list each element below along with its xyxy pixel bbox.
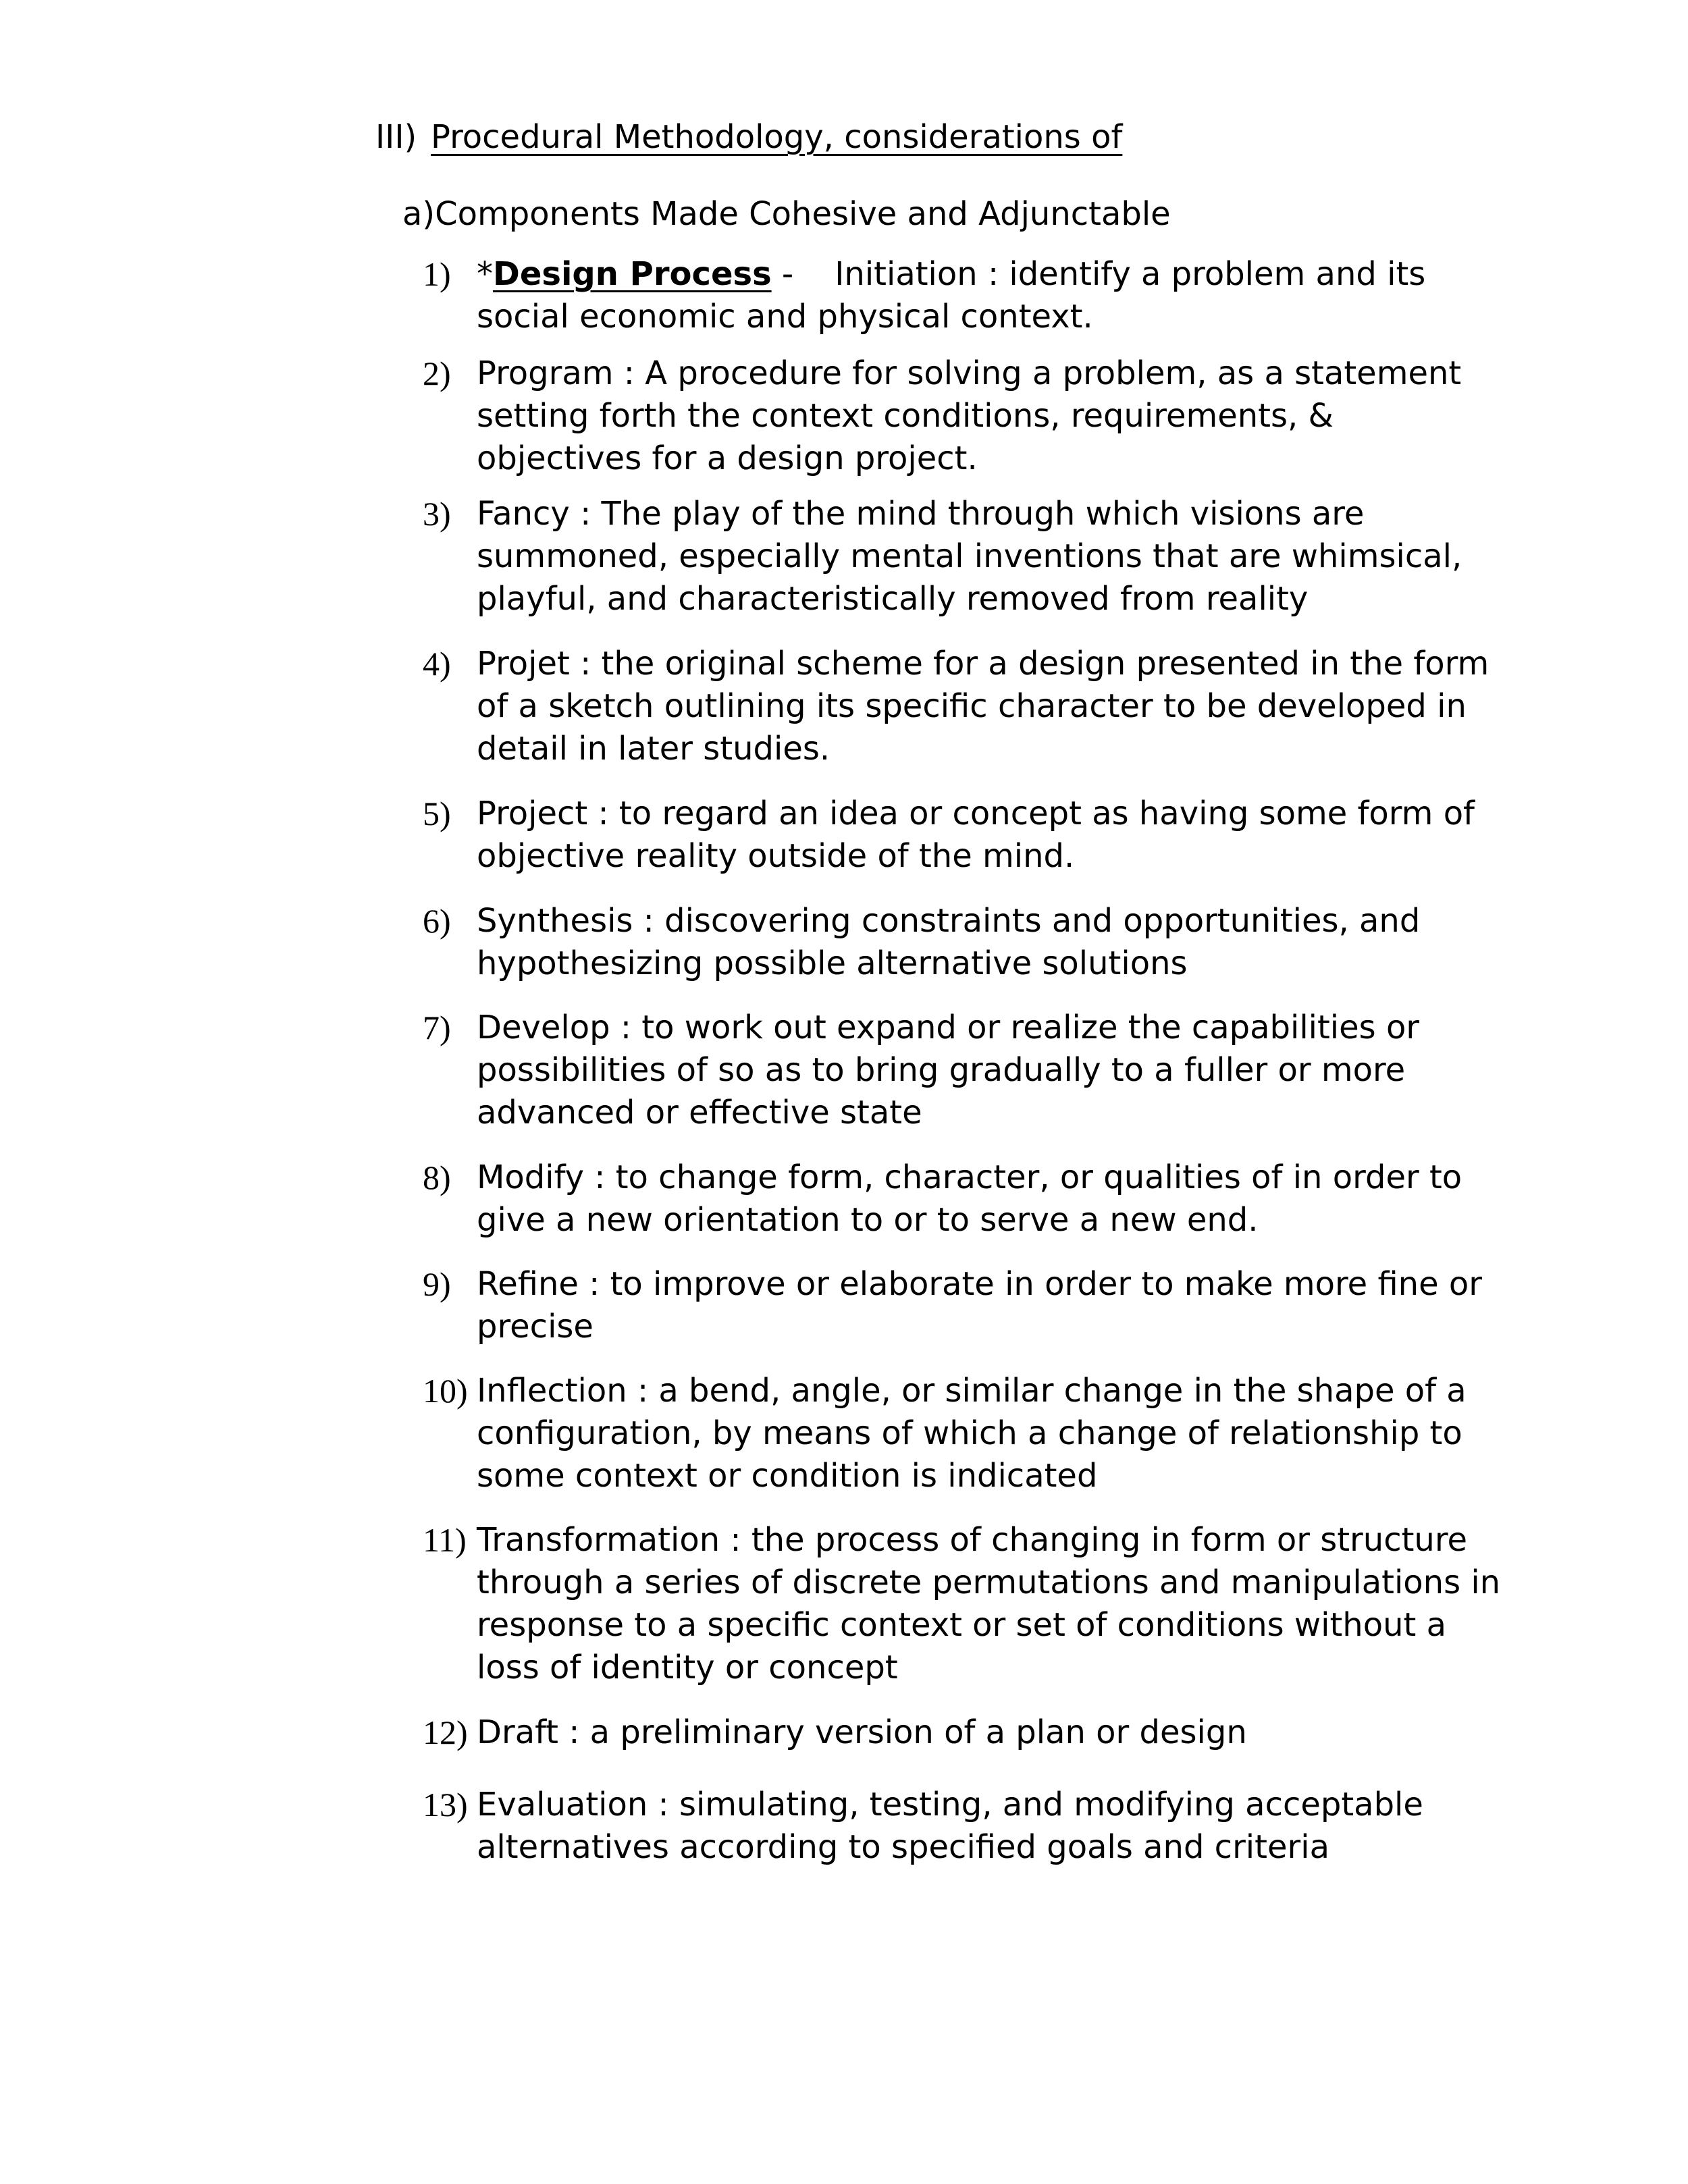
list-item-number: 5) bbox=[423, 795, 451, 832]
list-item-term: Refine bbox=[477, 1265, 579, 1303]
list-item-number: 6) bbox=[423, 902, 451, 940]
list-item-body bbox=[477, 253, 1503, 338]
list-item-definition: A procedure for solving a problem, as a statement setting forth the context conditions, requirements, & objectives for a design project. bbox=[477, 354, 1462, 477]
list-item-number: 10) bbox=[423, 1372, 468, 1410]
list-item-body bbox=[477, 352, 1503, 480]
list-item-body bbox=[477, 1711, 1503, 1754]
list-item-body bbox=[477, 793, 1503, 878]
list-item-term: Draft bbox=[477, 1713, 558, 1751]
list-item-separator: : bbox=[610, 1009, 642, 1046]
list-item-definition: simulating, testing, and modifying acceptable alternatives according to specified goals and criteria bbox=[477, 1786, 1423, 1866]
list-item-body bbox=[477, 1370, 1503, 1497]
list-item-number: 3) bbox=[423, 495, 451, 533]
list-item-definition: to improve or elaborate in order to make more fine or precise bbox=[477, 1265, 1482, 1346]
list-item-body bbox=[477, 1263, 1503, 1348]
list-item-term: Develop bbox=[477, 1009, 610, 1046]
list-item-term: Inflection bbox=[477, 1372, 627, 1410]
list-item-definition: The play of the mind through which visions are summoned, especially mental inventions that are whimsical, playful, and characteristically removed from reality bbox=[477, 495, 1462, 618]
list-item-separator: : bbox=[569, 495, 602, 533]
list-item-term: Transformation bbox=[477, 1521, 720, 1559]
list-item-8 bbox=[423, 1156, 1503, 1242]
list-item-number: 12) bbox=[423, 1713, 468, 1751]
list-item-definition: the process of changing in form or structure through a series of discrete permutations and manipulations in response to a specific context or set of conditions without a loss of identity or concept bbox=[477, 1521, 1501, 1686]
list-item-number: 2) bbox=[423, 354, 451, 392]
list-item-6 bbox=[423, 900, 1503, 985]
list-item-body bbox=[477, 1519, 1503, 1689]
list-item-prefix: * bbox=[477, 255, 493, 293]
list-item-definition: discovering constraints and opportunities, and hypothesizing possible alternative solutions bbox=[477, 902, 1421, 982]
list-item-body bbox=[477, 900, 1503, 985]
list-item-term: Modify bbox=[477, 1158, 585, 1196]
list-item-number: 1) bbox=[423, 255, 451, 293]
list-item-body bbox=[477, 643, 1503, 770]
list-item-10 bbox=[423, 1370, 1503, 1497]
list-item-body bbox=[477, 1784, 1503, 1869]
list-item-3 bbox=[423, 493, 1503, 620]
list-item-body bbox=[477, 1156, 1503, 1242]
section-title: Procedural Methodology, considerations of bbox=[431, 118, 1123, 156]
list-item-13 bbox=[423, 1784, 1503, 1869]
list-item-number: 11) bbox=[423, 1521, 467, 1559]
list-item-definition: a bend, angle, or similar change in the shape of a configuration, by means of which a change of relationship to some context or condition is indicated bbox=[477, 1372, 1467, 1495]
list-item-separator: : bbox=[720, 1521, 751, 1559]
list-item-definition: Initiation : identify a problem and its social economic and physical context. bbox=[477, 255, 1426, 336]
section-heading bbox=[375, 115, 1122, 159]
list-item-number: 9) bbox=[423, 1265, 451, 1303]
list-item-number: 7) bbox=[423, 1009, 451, 1046]
list-item-body bbox=[477, 493, 1503, 620]
section-number: III) bbox=[375, 118, 417, 156]
list-item-number: 13) bbox=[423, 1786, 468, 1823]
list-item-number: 8) bbox=[423, 1158, 451, 1196]
list-item-1 bbox=[423, 253, 1503, 338]
list-item-9 bbox=[423, 1263, 1503, 1348]
list-item-definition: to work out expand or realize the capabilities or possibilities of so as to bring gradually to a fuller or more advanced or effective state bbox=[477, 1009, 1420, 1131]
list-item-separator: : bbox=[633, 902, 665, 940]
list-item-separator: : bbox=[613, 354, 645, 392]
list-item-2 bbox=[423, 352, 1503, 480]
list-item-separator: : bbox=[578, 1265, 610, 1303]
list-item-7 bbox=[423, 1007, 1503, 1134]
list-item-separator: : bbox=[584, 1158, 616, 1196]
list-item-body bbox=[477, 1007, 1503, 1134]
list-item-5 bbox=[423, 793, 1503, 878]
list-item-term: Synthesis bbox=[477, 902, 633, 940]
subsection-heading: a)Components Made Cohesive and Adjunctable bbox=[402, 195, 1171, 233]
list-item-separator: : bbox=[648, 1786, 679, 1823]
list-item-term: Projet bbox=[477, 645, 570, 683]
list-item-definition: a preliminary version of a plan or design bbox=[589, 1713, 1247, 1751]
list-item-definition: to change form, character, or qualities of in order to give a new orientation to or to serve a new end. bbox=[477, 1158, 1462, 1239]
list-item-term: Evaluation bbox=[477, 1786, 648, 1823]
list-item-term: Program bbox=[477, 354, 614, 392]
list-item-separator: : bbox=[558, 1713, 590, 1751]
list-item-separator: : bbox=[627, 1372, 659, 1410]
list-item-definition: the original scheme for a design presented in the form of a sketch outlining its specific character to be developed in detail in later studies. bbox=[477, 645, 1489, 768]
list-item-11 bbox=[423, 1519, 1503, 1689]
list-item-separator: : bbox=[569, 645, 602, 683]
list-item-term: Design Process bbox=[493, 255, 772, 293]
list-item-definition: to regard an idea or concept as having some form of objective reality outside of the mind. bbox=[477, 795, 1475, 875]
list-item-term: Fancy bbox=[477, 495, 570, 533]
list-item-separator: : bbox=[587, 795, 619, 832]
list-item-4 bbox=[423, 643, 1503, 770]
list-item-term: Project bbox=[477, 795, 588, 832]
list-item-12 bbox=[423, 1711, 1503, 1754]
list-item-number: 4) bbox=[423, 645, 451, 683]
list-item-separator: - bbox=[771, 255, 835, 293]
